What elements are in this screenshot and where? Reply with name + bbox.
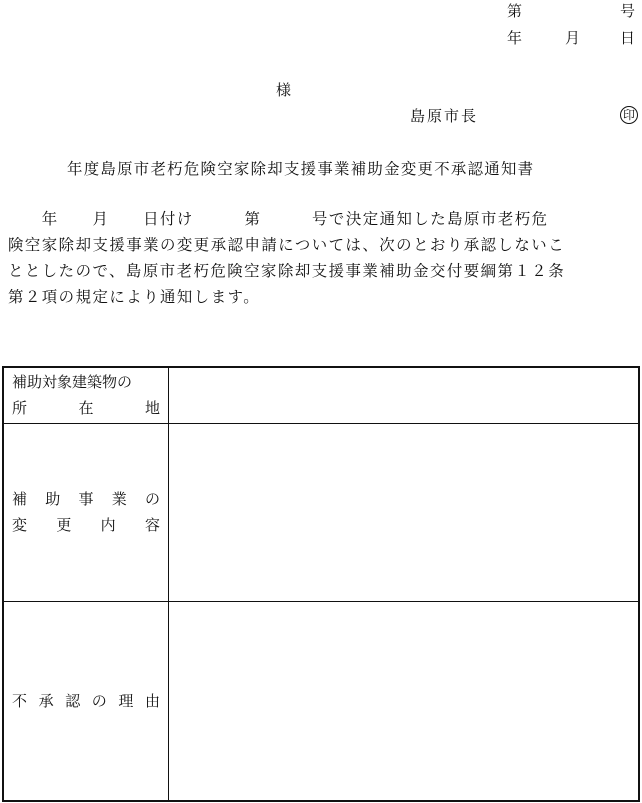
reason-label-char: 由 bbox=[144, 691, 160, 710]
change-label-char: 事 bbox=[78, 490, 94, 508]
number-suffix: 号 bbox=[620, 2, 636, 20]
date-day: 日 bbox=[620, 29, 636, 47]
body-line-1: 年 月 日付け 第 号で決定通知した島原市老朽危 bbox=[8, 210, 549, 228]
change-label-char: 業 bbox=[111, 490, 127, 508]
change-label-line1 bbox=[12, 486, 160, 512]
reason-value-cell[interactable] bbox=[169, 601, 640, 801]
change-label-cell bbox=[3, 423, 169, 601]
reason-label-char: 認 bbox=[65, 691, 81, 710]
location-label-char: 在 bbox=[78, 399, 94, 418]
seal-label: 印 bbox=[622, 108, 635, 122]
change-label-char: 内 bbox=[100, 516, 116, 534]
row-change-content bbox=[3, 423, 639, 601]
location-label-line1: 補助対象建築物の bbox=[12, 373, 133, 392]
details-table bbox=[2, 366, 640, 802]
addressee-suffix: 様 bbox=[276, 81, 292, 99]
body-line-2: 険空家除却支援事業の変更承認申請については、次のとおり承認しないこ bbox=[8, 236, 566, 254]
change-label-char: の bbox=[144, 490, 160, 508]
date-month: 月 bbox=[565, 29, 581, 47]
reason-label-line bbox=[12, 688, 160, 714]
location-label-char: 所 bbox=[12, 399, 28, 418]
reason-label-char: の bbox=[91, 691, 107, 710]
location-label-char: 地 bbox=[144, 399, 160, 418]
reason-label-cell bbox=[3, 601, 169, 801]
number-prefix: 第 bbox=[507, 2, 523, 20]
change-label-char: 更 bbox=[56, 516, 72, 534]
change-label-char: 助 bbox=[45, 490, 61, 508]
location-value-cell[interactable] bbox=[169, 367, 640, 423]
change-label-char: 容 bbox=[144, 516, 160, 534]
reason-label-char: 承 bbox=[38, 691, 54, 710]
date-year: 年 bbox=[507, 29, 523, 47]
reason-label-char: 理 bbox=[118, 691, 134, 710]
change-value-cell[interactable] bbox=[169, 423, 640, 601]
row-reason bbox=[3, 601, 639, 801]
row-location bbox=[3, 367, 639, 423]
seal-stamp-icon bbox=[620, 106, 638, 124]
location-label-line2 bbox=[12, 395, 160, 421]
change-label-line2 bbox=[12, 512, 160, 538]
document-title: 年度島原市老朽危険空家除却支援事業補助金変更不承認通知書 bbox=[67, 160, 535, 178]
body-line-4: 第２項の規定により通知します。 bbox=[8, 288, 261, 306]
reason-label-char: 不 bbox=[12, 691, 28, 710]
body-line-3: ととしたので、島原市老朽危険空家除却支援事業補助金交付要綱第１２条 bbox=[8, 262, 566, 280]
sender-name: 島原市長 bbox=[410, 107, 479, 125]
body-paragraph bbox=[8, 206, 638, 310]
change-label-char: 変 bbox=[12, 516, 28, 534]
location-label-cell bbox=[3, 367, 169, 423]
change-label-char: 補 bbox=[12, 490, 28, 508]
